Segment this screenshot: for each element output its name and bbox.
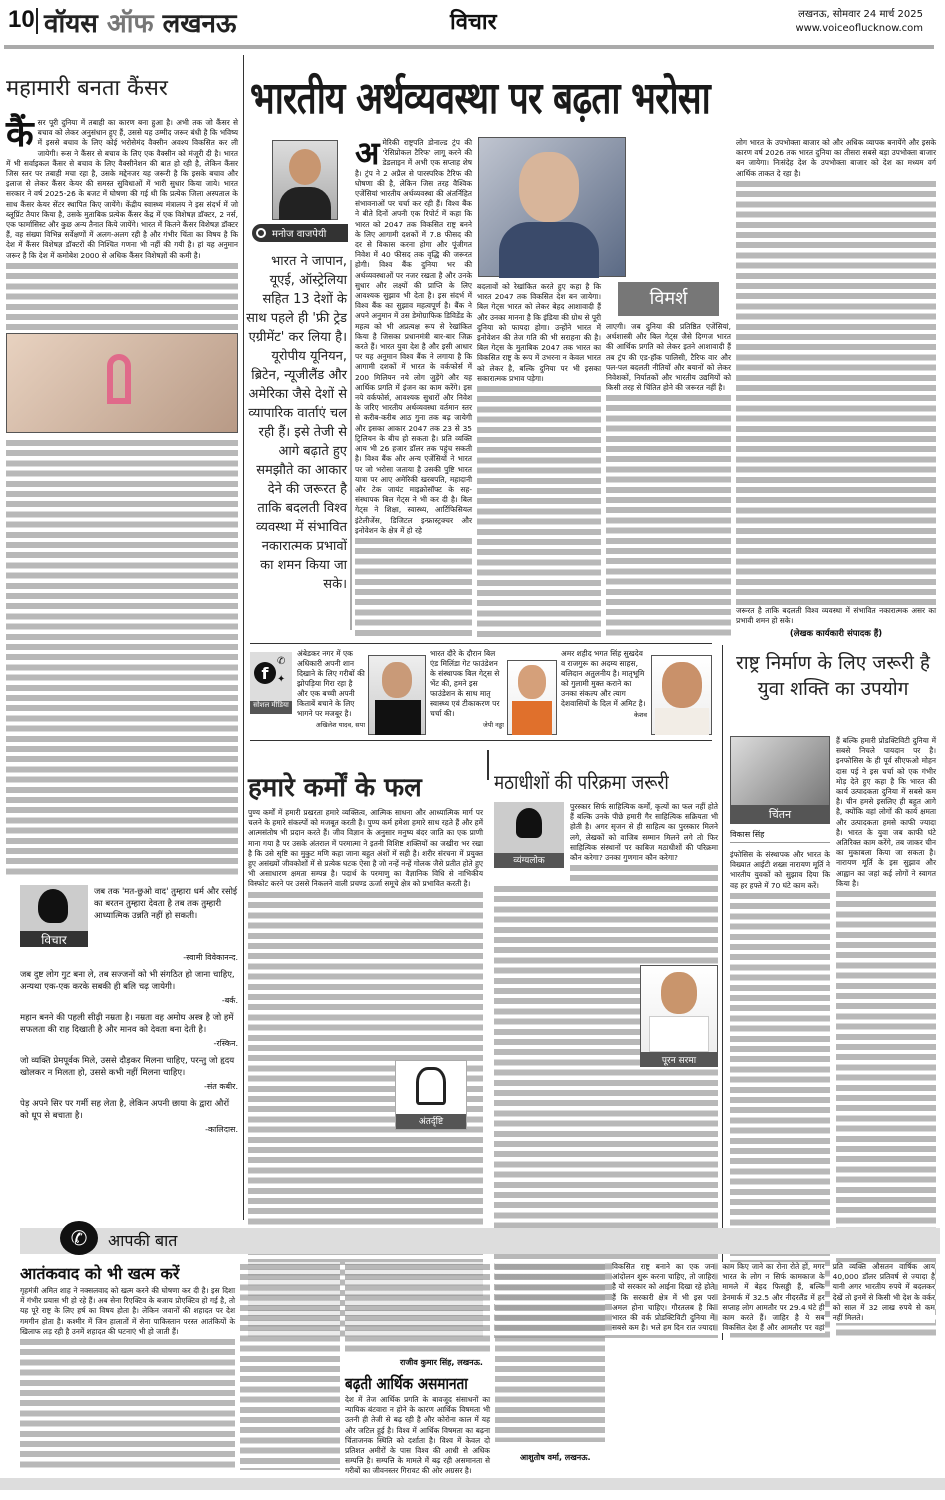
header-rule xyxy=(4,45,934,49)
article-closing: जरूरत है ताकि बदलती विश्व व्यवस्था में संभावित नकारात्मक असर का प्रभावी शमन हो सके। xyxy=(736,605,936,625)
letter-author: आशुतोष वर्मा, लखनऊ. xyxy=(520,1453,591,1462)
dropcap: कैं xyxy=(6,114,34,155)
letter-headline: बढ़ती आर्थिक असमानता xyxy=(345,1374,468,1393)
author-name: मनोज वाजपेयी xyxy=(252,224,348,242)
article-body: हैं बल्कि हमारी प्रोडक्टिविटी दुनिया में सबसे निचले पायदान पर है। इनफोसिस के ही पूर्व सीएफओ मोहन दास पई ने इस चर्चा को एक गंभीर मोड़ देते हुए कहा है कि भारत की कार्य उत्पादकता दुनिया में सबसे कम है। चीन हमसे इसलिए ही बहुत आगे है, क्योंकि वहां लोगों की कार्य क्षमता और उत्पादकता हमसे काफी ज्यादा है। भारत के युवा जब काफी घंटे अतिरिक्त काम करेंगे, तब जाकर चीन का मुकाबला किया जा सकता है। नारायण मूर्ति के इस सुझाव और आह्वान का जहां कई लोगों ने स्वागत किया है। xyxy=(836,736,936,888)
quote-text: महान बनने की पहली सीढ़ी नम्रता है। नम्रता वह अमोघ अस्त्र है जो हमें सफलता की राह दिखाती है और मानव को देवता बना देती है। xyxy=(20,1013,234,1035)
satire-article-intro xyxy=(570,802,718,882)
badge-label: अंतर्दृष्टि xyxy=(396,1114,466,1129)
masthead-word: वॉयस xyxy=(44,9,98,39)
main-article-col3 xyxy=(606,282,731,638)
akhilesh-photo xyxy=(368,655,426,735)
phone-chat-icon: ✆ xyxy=(60,1221,98,1255)
letter-author: राजीव कुमार सिंह, लखनऊ. xyxy=(400,1358,483,1367)
dateline xyxy=(795,8,923,36)
main-article-col4 xyxy=(736,138,936,640)
article-body: मेरिकी राष्ट्रपति डोनाल्ड ट्रंप की 'रेसिप्रोकल टैरिफ' लागू करने की डेडलाइन में अभी एक सप्ताह शेष है। ट्रंप ने 2 अप्रैल से पारस्परिक टैरिफ की घोषणा की है, लेकिन जिस तरह वैश्विक एजेंसियां भारतीय अर्थव्यवस्था की अंतर्निहित संभावनाओं पर चर्चा कर रही हैं। विश्व बैंक ने बीते दिनों अपनी एक रिपोर्ट में कहा कि भारत को 2047 तक विकसित राष्ट्र बनने के लिए आगामी दशकों में 7.8 फीसद की दर से विकास करना होगा और पूंजीगत निवेश में 40 फीसद तक वृद्धि की जरूरत होगी। विश्व बैंक दुनिया भर की अर्थव्यवस्थाओं पर नजर रखता है और उनके सुधार और लक्ष्यों की प्राप्ति के लिए आवश्यक सुझाव भी देता है। इस संदर्भ में विश्व बैंक का सुझाव महत्वपूर्ण है। बैंक ने अपने अनुमान में उस डेमोग्राफिक डिविडेंड के महत्व को भी अप्रत्यक्ष रूप से रेखांकित किया है जिसका प्रधानमंत्री बार-बार जिक्र करते हैं। भारत युवा देश है और इसी आधार पर यह अनुमान विश्व बैंक ने लगाया है कि आगामी दशकों में भारत के वर्कफोर्स में 200 मिलियन नये लोग जुड़ेंगे और यह आर्थिक प्रगति में इंजन का काम करेंगे। इस नये वर्कफोर्स, आवश्यक सुधारों और निवेश के जरिए भारतीय अर्थव्यवस्था वर्तमान स्तर से करीब-करीब आठ गुना तक बढ़ जायेगी और इसका आकार 2047 तक 23 से 35 ट्रिलियन के बीच हो सकता है। प्रति व्यक्ति आय भी 26 हजार डॉलर तक पहुंच सकती है। विश्व बैंक और अन्य एजेंसियों ने भारत पर जो भरोसा जताया है उसकी पुष्टि भारत यात्रा पर आए अमेरिकी खरबपति, महादानी और टेक जायंट माइक्रोसॉफ्ट के सह-संस्थापक बिल गेट्स ने भी कर दी है। बिल गेट्स ने शिक्षा, स्वास्थ्य, आर्टिफिसियल इंटेलीजेंस, डिजिटल इन्फ्रास्ट्रक्चर और इनोवेशन के क्षेत्र में हो रहे xyxy=(355,138,472,535)
pull-quote-bar xyxy=(350,260,352,630)
badge-label: व्यंग्यलोक xyxy=(494,853,564,868)
masthead xyxy=(44,4,236,40)
article-body: लाएगी। जब दुनिया की प्रतिष्ठित एजेंसियां, अर्थशास्त्री और बिल गेट्स जैसे दिग्गज भारत की आर्थिक प्रगति को लेकर इतने आशावादी हैं तब ट्रंप की एड-हॉक पालिसी, टैरिफ वार और पल-पल बदलती नीतियों और बयानों को लेकर निवेशकों, निर्यातकों और भारतीय उद्यमियों को किसी तरह से चिंतित होने की जरूरत नहीं है। xyxy=(606,322,731,393)
social-author: जेपी नड्डा xyxy=(482,721,504,729)
keshav-photo xyxy=(651,655,712,735)
quote-text: जब तक 'मत-छुओ वाद' तुम्हारा धर्म और रसोई का बरतन तुम्हारा देवता है तब तक तुम्हारी आध्यात्मिक उन्नति नहीं हो सकती। xyxy=(94,887,238,921)
badge-label: चिंतन xyxy=(730,806,830,824)
quote-author: -रस्किन. xyxy=(213,1039,238,1048)
footer-band xyxy=(0,1478,945,1490)
social-post: अंबेडकर नगर में एक अधिकारी अपनी शान दिखाने के लिए गरीबों की झोपड़िया गिरा रहा है और एक बच्ची अपनी किताबें बचाने के लिए भागने पर मजबूर है। xyxy=(297,649,365,718)
article-body: देश में तेज आर्थिक प्रगति के बावजूद संसाधनों का न्यायिक बंटवारा न होने के कारण आर्थिक विषमता भी उतनी ही तेजी से बढ़ रही है और कोरोना काल में यह और जटिल हुई है। विश्व में आर्थिक विषमता का बढ़ना चिंताजनक स्थिति को दर्शाता है। विश्व में केवल दो प्रतिशत अमीरों के पास विश्व की आधी से अधिक सम्पत्ति है। सम्पत्ति के मामले में बढ़ रही असमानता से गरीबों का जीवनस्तर गिरावट की ओर अग्रसर है। xyxy=(345,1395,490,1476)
quote-author: -स्वामी विवेकानन्द. xyxy=(183,953,238,962)
column-divider xyxy=(243,55,244,1220)
pink-ribbon-icon xyxy=(107,354,131,404)
social-author: अखिलेश यादव, सपा xyxy=(315,721,365,729)
article-body: इंफोसिस के संस्थापक और भारत के विख्यात आईटी शख्स नारायण मूर्ति ने भारतीय युवकों को सुझाव दिया कि वह हर हफ्ते में 70 घंटे काम करें। xyxy=(730,850,830,890)
cancer-article xyxy=(6,114,238,330)
article-body: लोग भारत के उपभोक्ता बाजार को और अधिक व्यापक बनायेंगे और इसके कारण वर्ष 2026 तक भारत दुनिया का तीसरा सबसे बड़ा उपभोक्ता बाजार बन जायेगा। निःसंदेह देश के उपभोक्ता बाजार को देश का मध्यम वर्ग आर्थिक ताकत दे रहा है। xyxy=(736,138,936,178)
youth-headline: राष्ट्र निर्माण के लिए जरूरी है युवा शक्ति का उपयोग xyxy=(735,652,931,700)
cancer-ribbon-image xyxy=(6,333,238,433)
whatsapp-icon: ✆ xyxy=(277,656,286,667)
hamsa-hand-icon xyxy=(416,1067,446,1105)
bill-gates-photo xyxy=(478,137,626,277)
badge-label: सोशल मीडिया xyxy=(250,701,292,714)
quotes-list xyxy=(20,950,238,1141)
author-name: पूरन सरमा xyxy=(640,1053,718,1067)
dropcap: अ xyxy=(355,134,380,172)
speaker-podium-icon xyxy=(516,808,542,838)
author-name: विकास सिंह xyxy=(730,830,765,839)
quote-text: जो व्यक्ति प्रेमपूर्वक मिले, उससे दौड़कर मिलना चाहिए, परन्तु जो हृदय खोलकर न मिलता हो, उससे कभी नहीं मिलना चाहिए। xyxy=(20,1056,235,1078)
article-body: विकसित राष्ट्र बनाने का एक जन आंदोलन शुरू करना चाहिए, तो जाहिर है यो सरकार को आईना दिखा रहे होते हैं कि सरकारी क्षेत्र में भी इस पर अमल होना चाहिए। गौरतलब है कि भारत की वर्क प्रोडक्टिविटी दुनिया में सबसे कम है। भले हम दिन रात ज्यादा काम किए जाने का रोना रोते हों, मगर भारत के लोग न सिर्फ कामकाज के मामले में बेहद फिसड्डी हैं, बल्कि डेनमार्क में 32.5 और नीदरलैंड में हर सप्ताह लोग आमतौर पर 29.4 घंटे ही काम करते हैं। जाहिर है ये सब विकसित देश हैं और आमतौर पर वहां प्रति व्यक्ति औसतन वार्षिक आय 40,000 डॉलर प्रतिवर्ष से ज्यादा है यानी अगर भारतीय रुपये में बदलकर देखें तो इनमें से किसी भी देश के वर्कर को साल में 32 लाख रुपये से कम नहीं मिलते। xyxy=(612,1262,935,1333)
cancer-article-continued xyxy=(6,438,238,878)
quote-author: -बर्क. xyxy=(221,996,238,1005)
karma-headline: हमारे कर्मों के फल xyxy=(248,773,422,803)
date: लखनऊ, सोमवार 24 मार्च 2025 xyxy=(798,9,923,20)
thought-badge xyxy=(20,885,88,947)
social-media-badge xyxy=(250,652,292,714)
quote-text: जब दुष्ट लोग गुट बना ले, तब सज्जनों को भी संगठित हो जाना चाहिए, अन्यथा एक-एक करके सबकी ही बलि चढ़ जायेगी। xyxy=(20,970,235,992)
team-hands-photo xyxy=(730,736,830,806)
masthead-word: ऑफ xyxy=(106,9,154,39)
social-author: केशव xyxy=(633,711,647,719)
badge-label: विचार xyxy=(20,931,88,947)
main-article-col2 xyxy=(477,282,601,638)
letter-body-continued xyxy=(495,1262,605,1442)
pen-icon xyxy=(256,228,266,238)
main-article-col1 xyxy=(355,134,472,638)
social-post-1 xyxy=(297,649,365,730)
website-link[interactable]: www.voiceoflucknow.com xyxy=(795,23,923,34)
pull-quote: भारत ने जापान, यूएई, ऑस्ट्रेलिया सहित 13 देशों के साथ पहले ही 'फ्री ट्रेड एग्रीमेंट' कर लिया है। यूरोपीय यूनियन, ब्रिटेन, न्यूजीलैंड और अमेरिका जैसे देशों से व्यापारिक वार्ताएं चल रही हैं। इसे तेजी से आगे बढ़ाते हुए समझौते का आकार देने की जरूरत है ताकि बदलती विश्व व्यवस्था में संभावित नकारात्मक प्रभावों का शमन किया जा सके। xyxy=(246,254,347,592)
section-divider xyxy=(250,643,712,644)
article-body: गृहमंत्री अमित शाह ने नक्सलवाद को खत्म करने की घोषणा कर दी है। इस दिशा में गंभीर प्रयास भी हो रहे हैं। अब सेना रिएक्टिव के बजाय प्रोएक्टिव हो गई है, तो यह पूरे राष्ट्र के लिए हर्ष का विषय होता है। लेकिन जवानों की शहादत पर देश गमगीन होता है। कश्मीर में जिन हालातों में सेना पाकिस्तान परस्त आतंकियों के खिलाफ लड़ रही है उनमें शहादत की घटनाएं भी हो जाती हैं। xyxy=(20,1286,235,1336)
letter-body xyxy=(20,1286,235,1470)
social-post: अमर शहीद भगत सिंह सुखदेव व राजगुरू का अदम्य साहस, बलिदान अतुलनीय है। मातृभूमि को गुलामी मुक्त कराने का उनका संकल्प और त्याग देशवासियों के दिल में अमिट है। xyxy=(561,649,646,708)
article-body: बदलावों को रेखांकित करते हुए कहा है कि भारत 2047 तक विकसित देश बन जायेगा। बिल गेट्स भारत को लेकर बेहद आशावादी हैं और उनका मानना है कि इंडिया की ग्रोथ से पूरी दुनिया को फायदा होगा। उन्होंने भारत में इनोवेशन की तेज गति की भी सराहना की है। बिल गेट्स के मुताबिक 2047 तक भारत का विकसित राष्ट्र के रूप में उभरना न केवल भारत को लेकर है, बल्कि दुनिया पर भी इसका सकारात्मक प्रभाव पड़ेगा। xyxy=(477,282,601,383)
letter-body xyxy=(612,1262,935,1470)
article-body: पुण्य कर्मों में हमारी प्रखरता हमारे व्यक्तित्व, आत्मिक साधना और आध्यात्मिक मार्ग पर चलने के हमारे संकल्पों को मजबूत करती है। पुण्य कर्म हमेशा हमारे साथ रहते हैं और हमें आत्मसंतोष भी प्रदान करते हैं। जीव विज्ञान के अनुसार मनुष्य बंदर जाति का एक प्राणी माना गया है पर उसके अंतराल में परमात्मा ने इतनी विशिष्ट शक्तियों का जखीरा भर रखा है कि उसे सृष्टि का मुकुट मणि कहा जाना बहुत अंशों में सही है। शरीर संरचना में प्रयुक्त हुए असंख्यों जीवकोशों में से प्रत्येक घटक ऐसा है जो नन्हें नन्हें गोलक जैसे प्रतीत होते हुए भी असाधारण क्षमता सम्पन्न है। पदार्थ के परमाणु का वैज्ञानिक विधि से नाभिकीय विस्फोट करने पर उससे निकलने वाली प्रचण्ड ऊर्जा समूचे क्षेत्र को प्रभावित करती है। xyxy=(248,808,483,889)
social-post-2 xyxy=(430,649,504,730)
letter-body-continued xyxy=(240,1262,340,1470)
letters-section-title: आपकी बात xyxy=(108,1231,178,1250)
section-title: विचार xyxy=(450,10,497,35)
page-number: 10 xyxy=(8,6,35,33)
head-icon xyxy=(38,889,68,923)
article-body: पुरस्कार सिर्फ साहित्यिक कर्मों, कृत्यों का फल नहीं होते हैं बल्कि उनके पीछे हमारी गैर साहित्यिक सक्रियता भी होती है। अगर सृजन से ही साहित्य का पुरस्कार मिलने लगे, लेखकों को वाजिब सम्मान मिलने लगे तो फिर साहित्यिक संस्थानों पर काबिज मठाधीशों की परिक्रमा कौन करेगा? उनका गुणगान कौन करेगा? xyxy=(570,802,718,863)
letter-body xyxy=(345,1395,490,1476)
insight-badge xyxy=(395,1060,467,1130)
social-post-3 xyxy=(561,649,647,720)
article-body: सर पूरी दुनिया में तबाही का कारण बना हुआ है। अभी तक जो कैंसर से बचाव को लेकर अनुसंधान हुए हैं, उससे यह उम्मीद जरूर बंधी है कि भविष्य में इससे बचाव के लिए कोई भरोसेमंद वैक्सीन अवश्य विकसित कर ली जायेगी। रूस ने कैंसर से बचाव के लिए एक वैक्सीन को मंजूरी दी है। भारत में भी सर्वाइकल कैंसर से बचाव के लिए वैक्सीनेशन की बात हो रही है, लेकिन कैंसर जिस स्तर पर तबाही मचा रहा है, उसके मद्देनजर यह जरूरी है कि इसके बचाव और इलाज से लेकर कैंसर केयर की समस्त सुविधाओं में भारी सुधार किया जाये। भारत सरकार ने वर्ष 2025-26 के बजट में घोषणा की गई थी कि प्रत्येक जिला अस्पताल के साथ कैंसर केयर सेंटर स्थापित किए जायेंगे। केंद्रीय स्वास्थ्य मंत्रालय ने इस संदर्भ में जो ब्लूप्रिंट तैयार किया है, उसके मुताबिक प्रत्येक कैंसर केंद्र में एक विशेषज्ञ डॉक्टर, 2 नर्स, एक फार्मासिस्ट और कुछ अन्य तैनात किये जायेंगे। भारत में कितने कैंसर विशेषज्ञ डॉक्टर हैं, वह संख्या विभिन्न सर्वेक्षणों में अलग-अलग रही है और गंभीर चिंता का विषय है कि देश में कैंसर विशेषज्ञ डॉक्टरों की निश्चित गणना भी नहीं की गयी है। हां यह अनुमान जरूर है कि देश में कमोबेश 2000 से अधिक कैंसर विशेषज्ञों की कमी है। xyxy=(6,118,238,260)
main-headline: भारतीय अर्थव्यवस्था पर बढ़ता भरोसा xyxy=(250,73,710,124)
cancer-headline: महामारी बनता कैंसर xyxy=(6,76,168,101)
byline: (लेखक कार्यकारी संपादक हैं) xyxy=(789,629,883,639)
twitter-icon: ✦ xyxy=(277,674,286,685)
quote-author: -कालिदास. xyxy=(205,1125,238,1134)
puran-sarma-photo xyxy=(640,965,718,1053)
nadda-photo xyxy=(507,660,557,735)
masthead-word: लखनऊ xyxy=(162,9,237,39)
section-badge: विमर्श xyxy=(618,282,719,316)
author-photo xyxy=(272,140,338,220)
satire-badge xyxy=(494,802,564,868)
satire-headline: मठाधीशों की परिक्रमा जरूरी xyxy=(494,770,669,794)
social-post: भारत दौरे के दौरान बिल एंड मिलिंडा गेट फाउंडेशन के संस्थापक बिल गेट्स से भेंट की, हमने इस फाउंडेशन के साथ मातृ स्वास्थ्य एवं टीकाकरण पर चर्चा की। xyxy=(430,649,500,718)
divider xyxy=(730,842,830,843)
letter-headline: आतंकवाद को भी खत्म करें xyxy=(20,1264,180,1283)
quote-text: पेड़ अपने सिर पर गर्मी सह लेता है, लेकिन अपनी छाया के द्वारा औरों को धूप से बचाता है। xyxy=(20,1099,230,1121)
quote-author: -संत कबीर. xyxy=(204,1082,238,1091)
divider xyxy=(36,8,38,34)
divider xyxy=(487,750,489,780)
letter-body-continued xyxy=(345,1262,490,1354)
section-divider xyxy=(250,740,712,741)
facebook-icon: f xyxy=(254,662,276,684)
